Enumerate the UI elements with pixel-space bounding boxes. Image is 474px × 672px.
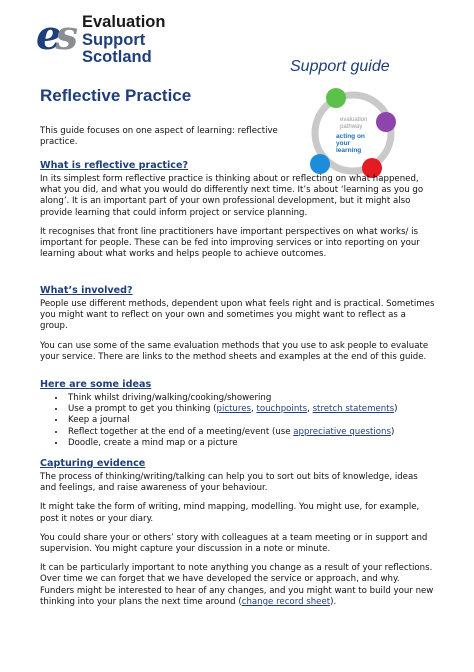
logo-line-1: Evaluation	[82, 13, 166, 31]
idea-item-1-text: Think whilst driving/walking/cooking/showering	[68, 393, 272, 403]
green-dot	[326, 88, 346, 108]
idea-item-4-text: Reflect together at the end of a meeting/event (use	[68, 426, 294, 437]
logo-wordmark	[82, 14, 165, 67]
idea-item-3-text: Keep a journal	[68, 415, 130, 426]
what-heading: What is reflective practice?	[40, 160, 189, 171]
what-paragraph-2: It recognises that front line practitioners have important perspectives on what works/ is important for people. These can be fed into improving services or into reporting on your learning about what works and helps people to achieve outcomes.	[40, 226, 420, 260]
ideas-heading: Here are some ideas	[40, 379, 152, 390]
diagram-label-3: learning	[336, 147, 362, 154]
idea-item-2-close: )	[394, 404, 398, 415]
idea-item-2-sep-1: ,	[251, 404, 257, 415]
evidence-section	[40, 457, 436, 616]
ess-logo	[36, 14, 206, 70]
evidence-paragraph-3: You could share your or others’ story with colleagues at a team meeting or in support and supervision. You might capture your discussion in a note or minute.	[40, 532, 428, 555]
intro-paragraph: This guide focuses on one aspect of learning: reflective practice.	[40, 126, 278, 148]
page-title: Reflective Practice	[40, 86, 192, 105]
touchpoints-link[interactable]: touchpoints	[256, 404, 308, 415]
involved-paragraph-2: You can use some of the same evaluation methods that you use to ask people to evaluate your service. There are links to the method sheets and examples at the end of this guide.	[40, 340, 429, 362]
idea-item-1	[66, 393, 436, 404]
involved-section	[40, 284, 436, 371]
idea-item-2-sep-2: ,	[307, 404, 313, 415]
ideas-section	[40, 378, 436, 449]
change-record-sheet-link[interactable]: change record sheet	[241, 596, 331, 607]
logo-mark-s: s	[55, 12, 72, 59]
purple-dot	[376, 112, 396, 132]
involved-heading: What’s involved?	[40, 285, 133, 296]
evidence-paragraph-4	[40, 563, 436, 608]
idea-item-5-text: Doodle, create a mind map or a picture	[68, 437, 238, 448]
idea-item-2-text: Use a prompt to get you thinking (	[68, 404, 217, 415]
stretch-statements-link[interactable]: stretch statements	[312, 404, 395, 415]
idea-item-4	[66, 427, 436, 438]
appreciative-questions-link[interactable]: appreciative questions	[293, 426, 391, 437]
idea-item-3	[66, 415, 436, 426]
idea-item-5	[66, 438, 436, 449]
what-paragraph-1: In its simplest form reflective practice is thinking about or reflecting on what happened, what you did, and what you would do differently next time. It’s about ‘learning as you go along’. It is an important part of your own professional development, but it might also provide learning that could inform project or service planning.	[40, 174, 424, 218]
intro-section	[40, 126, 292, 156]
involved-paragraph-1: People use different methods, dependent upon what feels right and is practical. Sometimes you might want to reflect on your own and sometimes you might want to reflect as a group.	[40, 299, 435, 332]
evidence-paragraph-4-close: ).	[330, 596, 337, 607]
evidence-paragraph-4-text: It can be particularly important to note anything you change as a result of your reflections. Over time we can forget that we have developed the service or approach, and why. Funders might be interested to hear of any changes, and you might want to build your new thinking into your plans the next time around (	[40, 563, 434, 607]
ideas-list	[40, 393, 436, 449]
pictures-link[interactable]: pictures	[216, 404, 251, 415]
logo-line-3: Scotland	[82, 48, 152, 66]
evidence-heading: Capturing evidence	[40, 458, 146, 469]
support-guide-label: Support guide	[290, 58, 390, 75]
evidence-paragraph-1: The process of thinking/writing/talking can help you to sort out bits of knowledge, ideas and feelings, and raise awareness of your behaviour.	[40, 472, 418, 494]
idea-item-4-close: )	[390, 426, 395, 437]
idea-item-2	[66, 404, 436, 415]
ess-logo-mark	[36, 12, 72, 59]
diagram-label-1: acting on	[336, 133, 365, 140]
diagram-line-1: evaluation	[340, 117, 368, 123]
diagram-label-2: your	[336, 140, 351, 147]
diagram-line-2: pathway	[340, 124, 363, 130]
logo-mark-e: e	[36, 12, 56, 59]
what-section	[40, 159, 436, 268]
logo-line-2: Support	[82, 30, 146, 49]
evidence-paragraph-2: It might take the form of writing, mind mapping, modelling. You might use, for example, post it notes or your diary.	[40, 502, 420, 524]
